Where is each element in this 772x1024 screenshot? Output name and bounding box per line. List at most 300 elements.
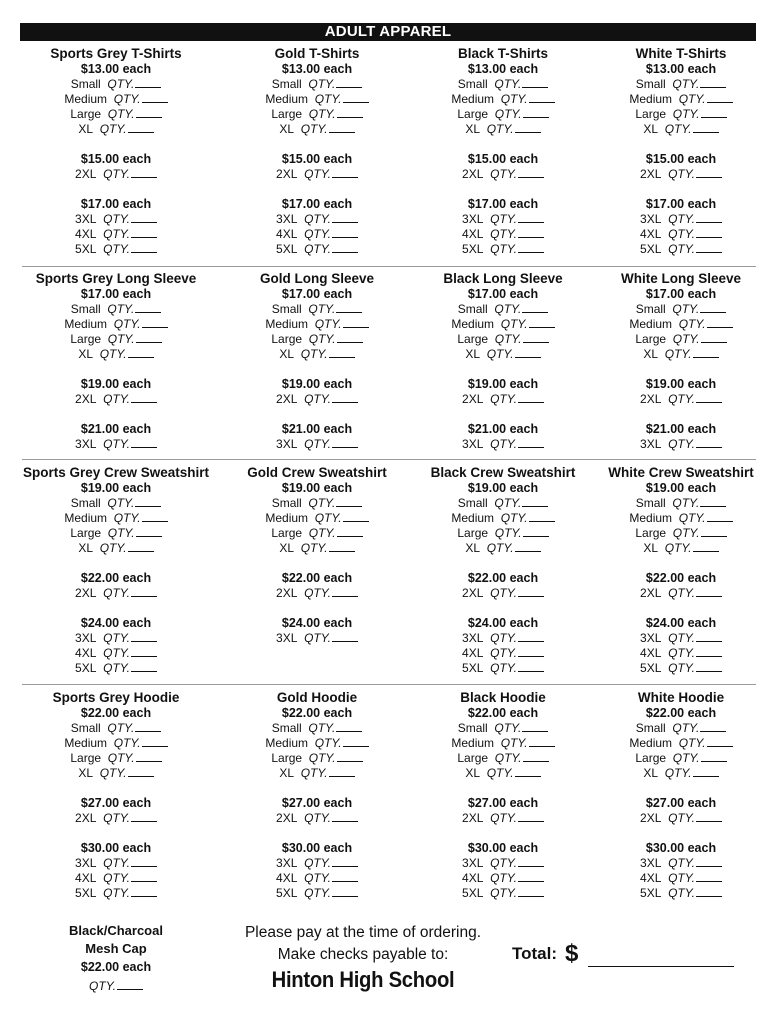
size-qty-line xyxy=(581,661,772,676)
qty-blank[interactable] xyxy=(337,332,363,343)
qty-blank[interactable] xyxy=(518,646,544,657)
qty-blank[interactable] xyxy=(696,392,722,403)
qty-label: QTY. xyxy=(107,526,135,540)
qty-label: QTY. xyxy=(672,496,700,510)
qty-blank[interactable] xyxy=(693,347,719,358)
qty-blank[interactable] xyxy=(131,811,157,822)
size-qty-line xyxy=(16,122,216,137)
size-qty-line xyxy=(581,886,772,901)
qty-blank[interactable] xyxy=(696,856,722,867)
qty-blank[interactable] xyxy=(131,631,157,642)
qty-blank[interactable] xyxy=(707,511,733,522)
qty-blank[interactable] xyxy=(701,332,727,343)
qty-blank[interactable] xyxy=(332,227,358,238)
size-qty-line xyxy=(403,227,603,242)
qty-blank[interactable] xyxy=(515,541,541,552)
qty-blank[interactable] xyxy=(343,511,369,522)
qty-blank[interactable] xyxy=(700,77,726,88)
qty-blank[interactable] xyxy=(343,317,369,328)
qty-blank[interactable] xyxy=(131,392,157,403)
qty-label: QTY. xyxy=(103,661,130,675)
size-label: 2XL xyxy=(276,392,298,406)
size-label: Large xyxy=(271,107,303,121)
size-label: 3XL xyxy=(462,437,484,451)
size-label: XL xyxy=(643,347,659,361)
size-qty-line xyxy=(16,871,216,886)
price-tier: $17.00 each xyxy=(281,287,353,301)
size-qty-line xyxy=(403,661,603,676)
qty-blank[interactable] xyxy=(518,871,544,882)
qty-blank[interactable] xyxy=(117,979,143,990)
qty-label: QTY. xyxy=(99,766,127,780)
qty-label: QTY. xyxy=(490,586,517,600)
size-qty-line xyxy=(217,736,417,751)
size-label: 2XL xyxy=(75,392,97,406)
qty-blank[interactable] xyxy=(332,586,358,597)
qty-blank[interactable] xyxy=(343,92,369,103)
size-qty-line xyxy=(16,541,216,556)
qty-blank[interactable] xyxy=(131,167,157,178)
size-label: 4XL xyxy=(75,871,97,885)
qty-blank[interactable] xyxy=(131,646,157,657)
qty-blank[interactable] xyxy=(332,242,358,253)
size-qty-line xyxy=(16,646,216,661)
size-label: Large xyxy=(457,751,489,765)
price-tier: $27.00 each xyxy=(80,796,152,810)
qty-blank[interactable] xyxy=(529,511,555,522)
size-qty-line xyxy=(581,511,772,526)
size-qty-line xyxy=(16,167,216,182)
qty-label: QTY. xyxy=(678,317,706,331)
qty-blank[interactable] xyxy=(329,347,355,358)
qty-label: QTY. xyxy=(304,437,331,451)
qty-blank[interactable] xyxy=(696,631,722,642)
price-tier: $17.00 each xyxy=(281,197,353,211)
payment-line-2: Make checks payable to: xyxy=(277,946,449,963)
qty-blank[interactable] xyxy=(336,496,362,507)
qty-blank[interactable] xyxy=(136,751,162,762)
qty-label: QTY. xyxy=(490,856,517,870)
qty-blank[interactable] xyxy=(518,167,544,178)
size-label: Medium xyxy=(451,92,495,106)
qty-label: QTY. xyxy=(490,242,517,256)
qty-blank[interactable] xyxy=(336,302,362,313)
price-tier: $30.00 each xyxy=(80,841,152,855)
qty-blank[interactable] xyxy=(135,496,161,507)
qty-blank[interactable] xyxy=(700,721,726,732)
qty-label: QTY. xyxy=(668,242,695,256)
size-label: XL xyxy=(643,766,659,780)
qty-blank[interactable] xyxy=(518,631,544,642)
size-label: Small xyxy=(457,77,488,91)
qty-blank[interactable] xyxy=(522,496,548,507)
price-tier: $21.00 each xyxy=(281,422,353,436)
qty-blank[interactable] xyxy=(332,886,358,897)
qty-blank[interactable] xyxy=(135,721,161,732)
qty-blank[interactable] xyxy=(128,766,154,777)
qty-label: QTY. xyxy=(304,392,331,406)
size-label: 2XL xyxy=(276,811,298,825)
qty-blank[interactable] xyxy=(523,751,549,762)
size-label: Large xyxy=(70,751,102,765)
size-qty-line xyxy=(581,92,772,107)
qty-blank[interactable] xyxy=(518,437,544,448)
qty-blank[interactable] xyxy=(696,646,722,657)
size-qty-line xyxy=(581,437,772,452)
qty-blank[interactable] xyxy=(693,766,719,777)
size-label: Small xyxy=(635,721,666,735)
size-qty-line xyxy=(403,332,603,347)
size-qty-line xyxy=(581,242,772,257)
size-label: Medium xyxy=(265,511,309,525)
qty-label: QTY. xyxy=(308,721,336,735)
size-label: 4XL xyxy=(640,646,662,660)
qty-blank[interactable] xyxy=(128,122,154,133)
qty-label: QTY. xyxy=(490,886,517,900)
size-qty-line xyxy=(217,227,417,242)
size-label: Large xyxy=(70,526,102,540)
qty-blank[interactable] xyxy=(707,736,733,747)
price-tier: $24.00 each xyxy=(80,616,152,630)
price-tier: $15.00 each xyxy=(281,152,353,166)
qty-blank[interactable] xyxy=(523,526,549,537)
size-label: XL xyxy=(78,541,94,555)
qty-blank[interactable] xyxy=(128,541,154,552)
product-title: Sports Grey T-Shirts xyxy=(50,46,182,61)
qty-label: QTY. xyxy=(103,437,130,451)
qty-blank[interactable] xyxy=(515,122,541,133)
qty-label: QTY. xyxy=(107,751,135,765)
qty-blank[interactable] xyxy=(696,886,722,897)
qty-label: QTY. xyxy=(308,107,336,121)
qty-blank[interactable] xyxy=(696,227,722,238)
qty-blank[interactable] xyxy=(515,766,541,777)
size-label: XL xyxy=(465,541,481,555)
size-label: 3XL xyxy=(640,856,662,870)
qty-blank[interactable] xyxy=(131,212,157,223)
qty-label: QTY. xyxy=(304,212,331,226)
price-tier: $22.00 each xyxy=(281,571,353,585)
qty-label: QTY. xyxy=(500,736,528,750)
qty-blank[interactable] xyxy=(696,212,722,223)
qty-label: QTY. xyxy=(494,721,522,735)
qty-blank[interactable] xyxy=(696,586,722,597)
qty-blank[interactable] xyxy=(142,317,168,328)
qty-label: QTY. xyxy=(113,92,141,106)
qty-blank[interactable] xyxy=(696,167,722,178)
qty-label: QTY. xyxy=(314,317,342,331)
qty-blank[interactable] xyxy=(142,511,168,522)
size-label: XL xyxy=(465,122,481,136)
size-label: Medium xyxy=(451,511,495,525)
qty-label: QTY. xyxy=(668,212,695,226)
size-label: XL xyxy=(279,541,295,555)
size-qty-line xyxy=(16,526,216,541)
size-label: 3XL xyxy=(75,631,97,645)
size-label: Large xyxy=(635,751,667,765)
qty-label: QTY. xyxy=(500,92,528,106)
product-column xyxy=(217,271,417,452)
size-label: 5XL xyxy=(640,242,662,256)
size-label: Small xyxy=(70,496,101,510)
size-label: XL xyxy=(643,122,659,136)
size-qty-line xyxy=(217,167,417,182)
product-title: White Long Sleeve xyxy=(620,271,742,286)
size-label: 4XL xyxy=(462,871,484,885)
qty-blank[interactable] xyxy=(518,886,544,897)
qty-blank[interactable] xyxy=(707,317,733,328)
qty-label: QTY. xyxy=(308,496,336,510)
qty-label: QTY. xyxy=(103,646,130,660)
size-label: 3XL xyxy=(276,631,298,645)
size-label: Small xyxy=(70,302,101,316)
qty-blank[interactable] xyxy=(701,526,727,537)
qty-blank[interactable] xyxy=(518,811,544,822)
size-qty-line xyxy=(403,496,603,511)
size-qty-line xyxy=(16,751,216,766)
qty-blank[interactable] xyxy=(332,167,358,178)
qty-blank[interactable] xyxy=(142,736,168,747)
qty-blank[interactable] xyxy=(696,811,722,822)
size-label: Small xyxy=(457,496,488,510)
qty-blank[interactable] xyxy=(696,437,722,448)
price-tier: $27.00 each xyxy=(281,796,353,810)
qty-blank[interactable] xyxy=(701,107,727,118)
size-label: 2XL xyxy=(75,167,97,181)
price-tier: $13.00 each xyxy=(281,62,353,76)
qty-blank[interactable] xyxy=(522,721,548,732)
size-qty-line xyxy=(217,317,417,332)
product-title: White Crew Sweatshirt xyxy=(608,465,754,480)
price-tier: $13.00 each xyxy=(645,62,717,76)
qty-label: QTY. xyxy=(500,511,528,525)
qty-blank[interactable] xyxy=(336,721,362,732)
size-label: 3XL xyxy=(276,437,298,451)
price-tier: $17.00 each xyxy=(467,287,539,301)
size-label: XL xyxy=(78,347,94,361)
size-qty-line xyxy=(217,586,417,601)
qty-blank[interactable] xyxy=(131,586,157,597)
qty-blank[interactable] xyxy=(131,437,157,448)
size-label: 5XL xyxy=(640,661,662,675)
size-label: Medium xyxy=(265,92,309,106)
size-qty-line xyxy=(403,871,603,886)
qty-blank[interactable] xyxy=(696,242,722,253)
size-qty-line xyxy=(217,511,417,526)
price-tier: $19.00 each xyxy=(645,481,717,495)
size-qty-line xyxy=(16,107,216,122)
qty-label: QTY. xyxy=(103,811,130,825)
size-qty-line xyxy=(16,317,216,332)
qty-blank[interactable] xyxy=(135,77,161,88)
size-label: XL xyxy=(465,766,481,780)
qty-blank[interactable] xyxy=(518,586,544,597)
qty-blank[interactable] xyxy=(522,77,548,88)
size-qty-line xyxy=(403,242,603,257)
qty-blank[interactable] xyxy=(518,227,544,238)
size-qty-line xyxy=(403,721,603,736)
size-qty-line xyxy=(581,721,772,736)
size-label: 3XL xyxy=(462,631,484,645)
size-label: XL xyxy=(465,347,481,361)
qty-blank[interactable] xyxy=(337,751,363,762)
product-title: Black Hoodie xyxy=(460,690,546,705)
qty-blank[interactable] xyxy=(529,92,555,103)
mesh-cap-item xyxy=(16,922,216,994)
qty-label: QTY. xyxy=(308,77,336,91)
size-qty-line xyxy=(217,496,417,511)
product-title: Black T-Shirts xyxy=(457,46,549,61)
qty-blank[interactable] xyxy=(332,437,358,448)
qty-label: QTY. xyxy=(490,631,517,645)
qty-blank[interactable] xyxy=(343,736,369,747)
qty-blank[interactable] xyxy=(701,751,727,762)
qty-blank[interactable] xyxy=(700,302,726,313)
qty-blank[interactable] xyxy=(131,242,157,253)
size-qty-line xyxy=(16,586,216,601)
qty-blank[interactable] xyxy=(337,526,363,537)
cap-qty-line xyxy=(16,979,216,994)
qty-blank[interactable] xyxy=(329,541,355,552)
size-label: 4XL xyxy=(276,871,298,885)
qty-blank[interactable] xyxy=(332,631,358,642)
size-qty-line xyxy=(581,526,772,541)
product-column xyxy=(403,465,603,676)
qty-blank[interactable] xyxy=(131,886,157,897)
size-qty-line xyxy=(581,227,772,242)
price-tier: $19.00 each xyxy=(281,377,353,391)
qty-blank[interactable] xyxy=(515,347,541,358)
product-title: Gold Crew Sweatshirt xyxy=(247,465,387,480)
price-tier: $15.00 each xyxy=(80,152,152,166)
qty-label: QTY. xyxy=(668,631,695,645)
size-label: Small xyxy=(70,77,101,91)
size-label: 5XL xyxy=(75,242,97,256)
qty-blank[interactable] xyxy=(518,661,544,672)
school-name: Hinton High School xyxy=(271,967,455,992)
total-blank[interactable] xyxy=(588,966,734,967)
price-tier: $21.00 each xyxy=(467,422,539,436)
product-column xyxy=(217,690,417,901)
qty-blank[interactable] xyxy=(693,122,719,133)
size-label: 2XL xyxy=(640,167,662,181)
qty-blank[interactable] xyxy=(518,856,544,867)
qty-label: QTY. xyxy=(668,811,695,825)
qty-blank[interactable] xyxy=(693,541,719,552)
qty-label: QTY. xyxy=(486,766,514,780)
qty-blank[interactable] xyxy=(136,526,162,537)
total-label: Total: xyxy=(512,944,558,963)
size-label: Medium xyxy=(265,317,309,331)
size-qty-line xyxy=(16,332,216,347)
size-qty-line xyxy=(217,811,417,826)
qty-blank[interactable] xyxy=(131,871,157,882)
qty-blank[interactable] xyxy=(522,302,548,313)
size-qty-line xyxy=(403,541,603,556)
qty-label: QTY. xyxy=(678,511,706,525)
qty-blank[interactable] xyxy=(131,227,157,238)
qty-blank[interactable] xyxy=(529,317,555,328)
size-label: 2XL xyxy=(75,586,97,600)
size-qty-line xyxy=(16,856,216,871)
size-qty-line xyxy=(581,871,772,886)
qty-blank[interactable] xyxy=(332,811,358,822)
size-label: Medium xyxy=(64,317,108,331)
product-title: White T-Shirts xyxy=(635,46,727,61)
qty-blank[interactable] xyxy=(332,871,358,882)
size-label: 3XL xyxy=(640,212,662,226)
price-tier: $21.00 each xyxy=(645,422,717,436)
size-qty-line xyxy=(581,766,772,781)
qty-blank[interactable] xyxy=(332,856,358,867)
qty-blank[interactable] xyxy=(136,107,162,118)
size-qty-line xyxy=(217,871,417,886)
qty-blank[interactable] xyxy=(131,661,157,672)
qty-blank[interactable] xyxy=(518,212,544,223)
size-qty-line xyxy=(581,586,772,601)
qty-blank[interactable] xyxy=(336,77,362,88)
qty-label: QTY. xyxy=(308,332,336,346)
size-label: 2XL xyxy=(640,392,662,406)
size-label: 3XL xyxy=(640,631,662,645)
size-label: Large xyxy=(457,332,489,346)
price-tier: $17.00 each xyxy=(645,287,717,301)
size-qty-line xyxy=(581,646,772,661)
qty-blank[interactable] xyxy=(128,347,154,358)
size-qty-line xyxy=(16,736,216,751)
qty-label: QTY. xyxy=(494,302,522,316)
qty-label: QTY. xyxy=(103,167,130,181)
qty-label: QTY. xyxy=(668,871,695,885)
cap-name-line1: Black/Charcoal xyxy=(69,923,163,938)
size-label: Large xyxy=(70,332,102,346)
size-qty-line xyxy=(16,661,216,676)
qty-blank[interactable] xyxy=(337,107,363,118)
qty-blank[interactable] xyxy=(696,661,722,672)
size-label: 3XL xyxy=(75,437,97,451)
qty-blank[interactable] xyxy=(523,107,549,118)
product-column xyxy=(16,271,216,452)
qty-blank[interactable] xyxy=(131,856,157,867)
size-label: 4XL xyxy=(75,646,97,660)
qty-blank[interactable] xyxy=(329,122,355,133)
qty-blank[interactable] xyxy=(696,871,722,882)
qty-blank[interactable] xyxy=(707,92,733,103)
qty-blank[interactable] xyxy=(329,766,355,777)
size-qty-line xyxy=(403,811,603,826)
qty-blank[interactable] xyxy=(136,332,162,343)
size-qty-line xyxy=(581,122,772,137)
price-tier: $22.00 each xyxy=(281,706,353,720)
qty-label: QTY. xyxy=(672,751,700,765)
qty-blank[interactable] xyxy=(700,496,726,507)
qty-label: QTY. xyxy=(99,541,127,555)
size-qty-line xyxy=(16,511,216,526)
price-tier: $15.00 each xyxy=(467,152,539,166)
qty-blank[interactable] xyxy=(135,302,161,313)
qty-blank[interactable] xyxy=(142,92,168,103)
qty-blank[interactable] xyxy=(332,392,358,403)
qty-label: QTY. xyxy=(304,631,331,645)
qty-blank[interactable] xyxy=(332,212,358,223)
qty-blank[interactable] xyxy=(523,332,549,343)
qty-blank[interactable] xyxy=(518,242,544,253)
size-qty-line xyxy=(403,212,603,227)
qty-label: QTY. xyxy=(304,586,331,600)
qty-label: QTY. xyxy=(103,886,130,900)
qty-blank[interactable] xyxy=(529,736,555,747)
qty-blank[interactable] xyxy=(518,392,544,403)
